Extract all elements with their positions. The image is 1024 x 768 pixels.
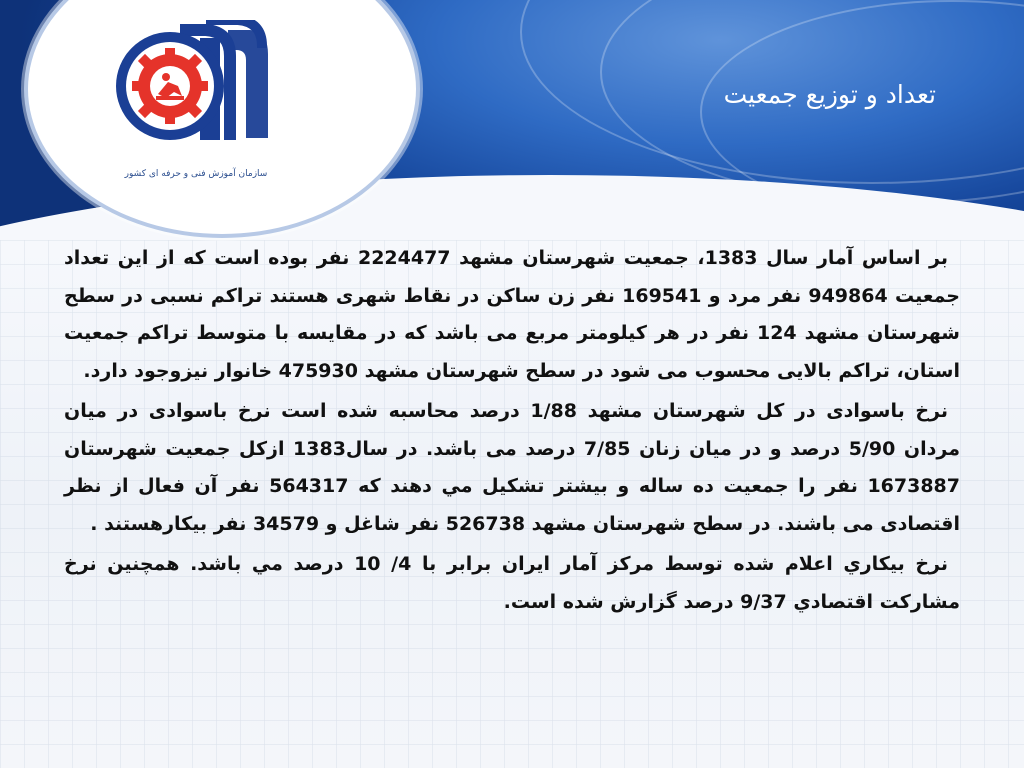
body-paragraph: نرخ باسوادی در کل شهرستان مشهد 1/88 درصد محاسبه شده است نرخ باسوادی در میان مردان 5/90 درصد و در میان زنان 7/85 درصد می باشد. در سال1383 ازکل جمعیت شهرستان 1673887 نفر را جمعیت ده ساله و بیشتر تشکیل مي دهند که 564317 نفر آن فعال از نظر اقتصادی می باشند. در سطح شهرستان مشهد 526738 نفر شاغل و 34579 نفر بیکارهستند . bbox=[64, 400, 960, 535]
slide-body bbox=[64, 240, 960, 621]
body-paragraph: بر اساس آمار سال 1383، جمعیت شهرستان مشهد 2224477 نفر بوده است که از این تعداد جمعیت 949864 نفر مرد و 169541 نفر زن ساکن در نقاط شهری هستند تراکم نسبی در سطح شهرستان مشهد 124 نفر در هر کیلومتر مربع می باشد که در مقایسه با متوسط تراکم جمعیت استان، تراکم بالایی محسوب می شود در سطح شهرستان مشهد 475930 خانوار نیزوجود دارد. bbox=[64, 247, 960, 382]
tvto-gear-logo-icon bbox=[108, 20, 288, 155]
organization-name: سازمان آموزش فنی و حرفه ای کشور bbox=[124, 169, 268, 179]
slide-title: تعداد و توزیع جمعیت bbox=[723, 80, 936, 109]
body-paragraph: نرخ بیکاري اعلام شده توسط مرکز آمار ایران برابر با 4/ 10 درصد مي باشد. همچنین نرخ مشارکت اقتصادي 9/37 درصد گزارش شده است. bbox=[64, 553, 960, 613]
